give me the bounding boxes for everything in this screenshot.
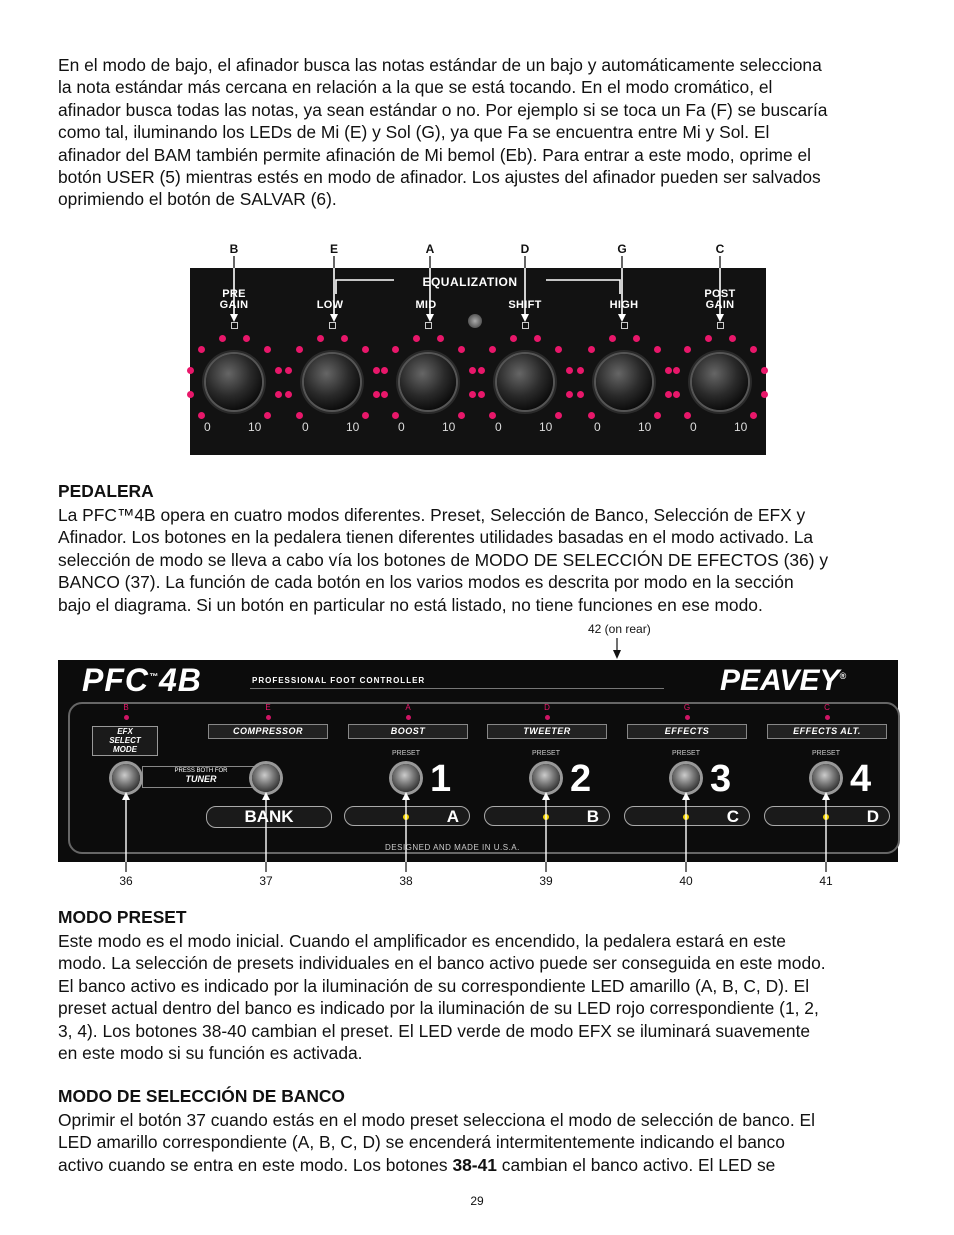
- callout-number: 36: [119, 874, 133, 888]
- pfc-callout-lines: [58, 622, 898, 890]
- text-line: selección de modo se lleva a cabo vía los botones de MODO DE SELECCIÓN DE EFECTOS (36) y: [58, 549, 829, 570]
- effect-letter: A: [405, 703, 411, 712]
- scale-max: 10: [734, 420, 748, 434]
- control-label-low: LOW: [316, 299, 344, 311]
- text-line: BANCO (37). La función de cada botón en los varios modos es descrita por modo en la sección: [58, 572, 794, 593]
- text-line: como tal, iluminando los LEDs de Mi (E) y Sol (G), ya que Fa se encuentra entre Mi y Sol. El: [58, 122, 770, 143]
- amp-callout-lines: [190, 242, 766, 456]
- preset-label: PRESET: [531, 750, 560, 757]
- effect-letter: D: [544, 703, 550, 712]
- made-in-usa-label: DESIGNED AND MADE IN U.S.A.: [385, 843, 520, 852]
- scale-max: 10: [248, 420, 262, 434]
- amp-panel-figure: [190, 242, 766, 456]
- text-line: En el modo de bajo, el afinador busca las notas estándar de un bajo y automáticamente selecciona: [58, 55, 822, 75]
- amp-letter: E: [329, 242, 338, 256]
- text-line: activo cuando se entra en este modo. Los botones 38-41 cambian el banco activo. El LED se: [58, 1154, 776, 1175]
- pedalera-heading: PEDALERA: [58, 481, 154, 501]
- scale-min: 0: [302, 420, 309, 434]
- equalization-label: EQUALIZATION: [422, 275, 518, 289]
- text-line: preset actual dentro del banco es indicado por la iluminación de su LED rojo correspondiente (1, 2,: [58, 998, 819, 1019]
- effect-label-tweeter: TWEETER: [487, 724, 607, 739]
- text-line: afinador busca todas las notas, ya sean estándar o no. Por ejemplo si se toca un Fa (F) se buscaría: [58, 99, 828, 120]
- scale-min: 0: [204, 420, 211, 434]
- effect-letter: E: [265, 703, 271, 712]
- intro-paragraph: [58, 54, 903, 211]
- efx-select-mode-label: EFX SELECT MODE: [92, 726, 158, 756]
- text-line: La PFC™4B opera en cuatro modos diferentes. Preset, Selección de Banco, Selección de EFX y: [58, 505, 806, 525]
- bank-b-label: B: [484, 806, 610, 826]
- callout-number: 39: [539, 874, 553, 888]
- text-line: oprimiendo el botón de SALVAR (6).: [58, 189, 337, 210]
- callout-number: 37: [259, 874, 273, 888]
- peavey-logo: PEAVEY®: [720, 664, 847, 697]
- amp-letter: G: [617, 242, 627, 256]
- text-line: 3, 4). Los botones 38-40 cambian el preset. El LED verde de modo EFX se iluminará suavemente: [58, 1020, 811, 1041]
- text-line: botón USER (5) mientras estés en modo de afinador. Los ajustes del afinador pueden ser salvados: [58, 167, 821, 188]
- modo-preset-paragraph: [58, 930, 903, 1064]
- text-line: bajo el diagrama. Si un botón en particular no está listado, no tiene funciones en ese modo.: [58, 594, 763, 615]
- preset-number: 2: [570, 758, 592, 800]
- preset-label: PRESET: [391, 750, 420, 757]
- effect-letter: G: [683, 703, 691, 712]
- modo-banco-paragraph: [58, 1109, 903, 1176]
- amp-letter: B: [229, 242, 239, 256]
- text-line: modo. La selección de presets individuales en el banco activo puede ser conseguida en este modo.: [58, 953, 826, 974]
- preset-number: 1: [430, 758, 452, 800]
- preset-label: PRESET: [671, 750, 700, 757]
- page-number: 29: [470, 1194, 484, 1208]
- effect-label-effects-alt: EFFECTS ALT.: [767, 724, 887, 739]
- effect-label-effects: EFFECTS: [627, 724, 747, 739]
- scale-max: 10: [638, 420, 652, 434]
- foot-controller-figure: [58, 622, 898, 890]
- efx-letter: B: [123, 703, 129, 712]
- text-line: Oprimir el botón 37 cuando estás en el modo preset selecciona el modo de selección de banco. El: [58, 1110, 815, 1130]
- bank-d-label: D: [764, 806, 890, 826]
- callout-number: 38: [399, 874, 413, 888]
- scale-min: 0: [690, 420, 697, 434]
- effect-letter: C: [824, 703, 830, 712]
- pfc-logo: PFC™4B: [82, 662, 202, 698]
- control-label-high: HIGH: [609, 299, 639, 311]
- preset-number: 4: [850, 758, 872, 800]
- text-line: LED amarillo correspondiente (A, B, C, D) se encenderá intermitentemente indicando el banco: [58, 1132, 785, 1153]
- bank-a-label: A: [344, 806, 470, 826]
- scale-min: 0: [594, 420, 601, 434]
- scale-min: 0: [495, 420, 502, 434]
- modo-preset-heading: MODO PRESET: [58, 907, 187, 927]
- amp-letter: A: [425, 242, 435, 256]
- bank-label: BANK: [206, 806, 332, 828]
- text-line: en este modo si su función es activada.: [58, 1043, 363, 1064]
- tuner-label: PRESS BOTH FOR TUNER: [142, 766, 260, 788]
- text-line: la nota estándar más cercana en relación a la que se está tocando. En el modo cromático, el: [58, 77, 773, 98]
- callout-number: 41: [819, 874, 833, 888]
- rear-callout: 42 (on rear): [588, 622, 651, 636]
- preset-label: PRESET: [811, 750, 840, 757]
- preset-number: 3: [710, 758, 732, 800]
- scale-max: 10: [346, 420, 360, 434]
- scale-max: 10: [539, 420, 553, 434]
- pfc-subtitle: PROFESSIONAL FOOT CONTROLLER: [252, 676, 426, 685]
- scale-min: 0: [398, 420, 405, 434]
- modo-banco-heading: MODO DE SELECCIÓN DE BANCO: [58, 1086, 345, 1106]
- effect-label-compressor: COMPRESSOR: [208, 724, 328, 739]
- text-line: El banco activo es indicado por la iluminación de su correspondiente LED amarillo (A, B, C, D). El: [58, 975, 810, 996]
- callout-number: 40: [679, 874, 693, 888]
- control-label-pre-gain: PRE GAIN: [219, 288, 249, 311]
- text-line: Este modo es el modo inicial. Cuando el amplificador es encendido, la pedalera estará en este: [58, 931, 786, 951]
- text-line: afinador del BAM también permite afinación de Mi bemol (Eb). Para entrar a este modo, oprime el: [58, 144, 811, 165]
- text-line: Afinador. Los botones en la pedalera tienen diferentes utilidades basadas en el modo activado. La: [58, 527, 814, 548]
- bank-c-label: C: [624, 806, 750, 826]
- control-label-mid: MID: [415, 299, 437, 311]
- amp-letter: D: [520, 242, 530, 256]
- control-label-shift: SHIFT: [508, 299, 542, 311]
- amp-letter: C: [715, 242, 725, 256]
- control-label-post-gain: POST GAIN: [704, 288, 736, 311]
- scale-max: 10: [442, 420, 456, 434]
- effect-label-boost: BOOST: [348, 724, 468, 739]
- pedalera-paragraph: [58, 504, 903, 616]
